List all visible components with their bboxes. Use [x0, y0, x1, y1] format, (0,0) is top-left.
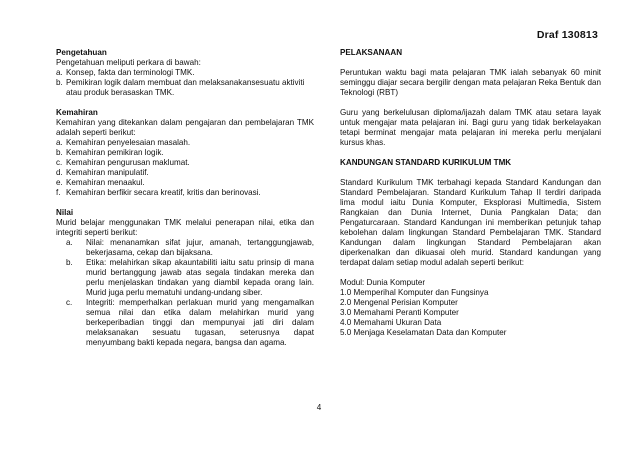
pelaksanaan-paragraph-1: Peruntukan waktu bagi mata pelajaran TMK ialah sebanyak 60 minit seminggu diajar secara bergilir dengan mata pelajaran Reka Bentuk dan Teknologi (RBT): [340, 68, 601, 97]
kemahiran-heading: Kemahiran: [56, 108, 98, 117]
kemahiran-item: e. Kemahiran menaakul.: [56, 178, 145, 187]
pelaksanaan-heading: PELAKSANAAN: [340, 48, 403, 57]
kemahiran-item: b. Kemahiran pemikiran logik.: [56, 148, 164, 157]
kandungan-paragraph: Standard Kurikulum TMK terbahagi kepada Standard Kandungan dan Standard Pembelajaran. Standard Kurikulum Tahap II terdiri daripada lima modul iaitu Dunia Komputer, Eksplorasi Multimedia, Sistem Rangkaian dan Dunia Internet, Dunia Pangkalan Data; dan Pengaturcaraan. Standard Kandungan ini memberikan petunjuk tahap kebolehan dalam lingkungan Standard Pembelajaran TMK. Standard Kandungan dalam lingkungan Standard Pembelajaran akan diperkenalkan dan dikuasai oleh murid. Standard kandungan yang terdapat dalam setiap modul adalah seperti berikut:: [340, 178, 601, 267]
pengetahuan-heading: Pengetahuan: [56, 48, 107, 57]
nilai-item: b. Etika: melahirkan sikap akauntabiliti iaitu satu prinsip di mana murid bertanggung jawab atas segala tindakan mereka dan perlu menjelaskan tindakan yang diambil kepada orang lain. Murid juga perlu mematuhi undang-undang siber.: [66, 258, 314, 297]
pelaksanaan-paragraph-2: Guru yang berkelulusan diploma/ijazah dalam TMK atau setara layak untuk mengajar mata pelajaran ini. Bagi guru yang tidak berkelayakan tetapi berminat mengajar mata pelajaran ini mereka perlu menjalani kursus khas.: [340, 108, 601, 147]
module-item: 4.0 Memahami Ukuran Data: [340, 318, 442, 327]
kemahiran-intro: Kemahiran yang ditekankan dalam pengajaran dan pembelajaran TMK adalah seperti berikut:: [56, 118, 314, 137]
nilai-intro: Murid belajar menggunakan TMK melalui penerapan nilai, etika dan integriti seperti berikut:: [56, 218, 314, 237]
pengetahuan-intro: Pengetahuan meliputi perkara di bawah:: [56, 58, 201, 67]
page-number: 4: [316, 403, 322, 412]
kemahiran-item: c. Kemahiran pengurusan maklumat.: [56, 158, 190, 167]
kandungan-heading: KANDUNGAN STANDARD KURIKULUM TMK: [340, 158, 512, 167]
pengetahuan-item: a. Konsep, fakta dan terminologi TMK.: [56, 68, 195, 77]
module-item: 1.0 Memperihal Komputer dan Fungsinya: [340, 288, 489, 297]
nilai-heading: Nilai: [56, 208, 74, 217]
module-item: 5.0 Menjaga Keselamatan Data dan Komputer: [340, 328, 507, 337]
kemahiran-item: d. Kemahiran manipulatif.: [56, 168, 149, 177]
kemahiran-item: a. Kemahiran penyelesaian masalah.: [56, 138, 191, 147]
module-item: 3.0 Memahami Peranti Komputer: [340, 308, 459, 317]
right-column: [340, 48, 601, 338]
nilai-list: [56, 238, 314, 348]
draft-label: Draf 130813: [536, 29, 598, 41]
module-item: 2.0 Mengenal Perisian Komputer: [340, 298, 458, 307]
nilai-item: c. Integriti: memperhalkan perlakuan murid yang mengamalkan semua nilai dan etika dalam melahirkan murid yang berkeperibadian tinggi dan mempunyai jati diri dalam melaksanakan sesuatu tugasan, seterusnya dapat menyumbang bakti kepada negara, bangsa dan agama.: [66, 298, 314, 347]
kemahiran-item: f. Kemahiran berfikir secara kreatif, kritis dan berinovasi.: [56, 188, 261, 197]
pengetahuan-item: b. Pemikiran logik dalam membuat dan melaksanakansesuatu aktiviti atau produk berasaskan TMK.: [56, 78, 305, 97]
module-title: Modul: Dunia Komputer: [340, 278, 426, 287]
nilai-item: a. Nilai: menanamkan sifat jujur, amanah, tertanggungjawab, bekerjasama, cekap dan bijaksana.: [66, 238, 314, 257]
left-column: [56, 48, 314, 348]
